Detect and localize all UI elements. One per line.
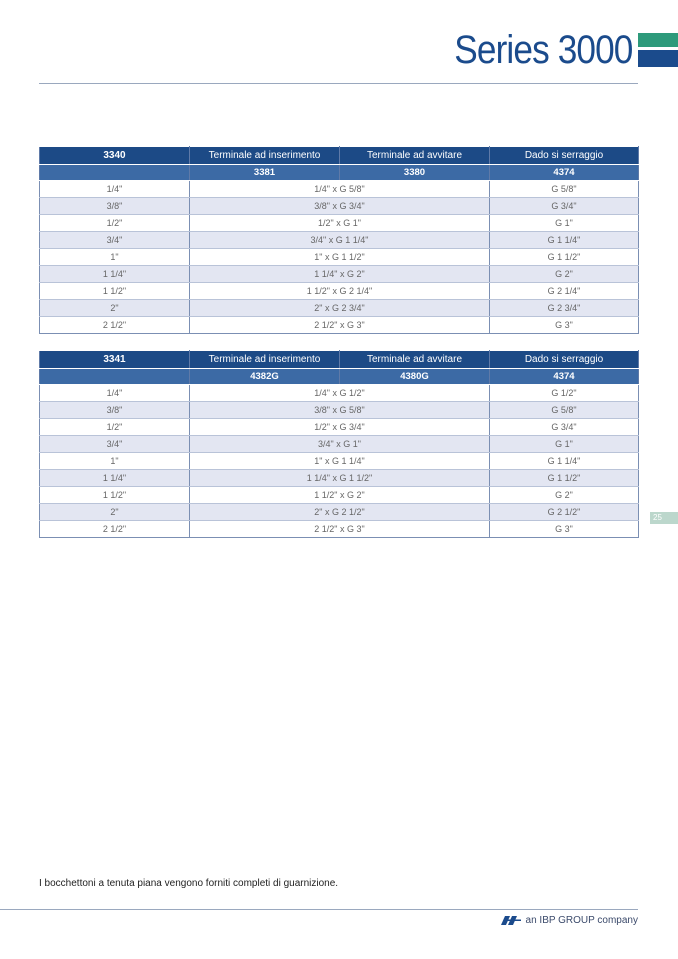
- table-row: [40, 436, 639, 453]
- connection-cell: 2" x G 2 1/2": [190, 504, 490, 521]
- nut-cell: G 5/8": [490, 181, 639, 198]
- footnote: I bocchettoni a tenuta piana vengono forniti completi di guarnizione.: [39, 878, 339, 889]
- code-blank: [40, 165, 190, 181]
- size-cell: 2 1/2": [40, 521, 190, 538]
- footer-brand: [501, 915, 638, 926]
- series-code: 3340: [40, 147, 190, 165]
- size-cell: 1": [40, 249, 190, 266]
- code-screw: 3380: [340, 165, 490, 181]
- ibp-logo-icon: [501, 916, 521, 925]
- size-cell: 3/4": [40, 436, 190, 453]
- connection-cell: 2 1/2" x G 3": [190, 317, 490, 334]
- table-row: [40, 181, 639, 198]
- connection-cell: 1 1/2" x G 2 1/4": [190, 283, 490, 300]
- nut-cell: G 5/8": [490, 402, 639, 419]
- header-rule: [39, 83, 638, 84]
- size-cell: 2": [40, 300, 190, 317]
- page-number-tab: 25: [650, 512, 678, 524]
- size-cell: 1/2": [40, 215, 190, 232]
- code-insert: 3381: [190, 165, 340, 181]
- table-row: [40, 385, 639, 402]
- col-header-insert: Terminale ad inserimento: [190, 147, 340, 165]
- connection-cell: 1 1/4" x G 2": [190, 266, 490, 283]
- connection-cell: 2 1/2" x G 3": [190, 521, 490, 538]
- nut-cell: G 3/4": [490, 419, 639, 436]
- connection-cell: 2" x G 2 3/4": [190, 300, 490, 317]
- code-blank: [40, 369, 190, 385]
- company-text: an IBP GROUP company: [525, 915, 638, 926]
- nut-cell: G 1/2": [490, 385, 639, 402]
- table-row: [40, 266, 639, 283]
- size-cell: 1/4": [40, 181, 190, 198]
- table-row: [40, 487, 639, 504]
- connection-cell: 1/2" x G 3/4": [190, 419, 490, 436]
- table-row: [40, 504, 639, 521]
- table-row: [40, 215, 639, 232]
- table-row: [40, 453, 639, 470]
- size-cell: 1": [40, 453, 190, 470]
- connection-cell: 1" x G 1 1/2": [190, 249, 490, 266]
- col-header-nut: Dado si serraggio: [490, 147, 639, 165]
- connection-cell: 3/4" x G 1": [190, 436, 490, 453]
- connection-cell: 3/8" x G 5/8": [190, 402, 490, 419]
- nut-cell: G 3/4": [490, 198, 639, 215]
- table-code-row: [40, 165, 639, 181]
- footer-rule: [0, 909, 638, 910]
- nut-cell: G 1": [490, 436, 639, 453]
- series-title: Series 3000: [453, 28, 632, 72]
- table-row: [40, 419, 639, 436]
- table-row: [40, 232, 639, 249]
- size-cell: 2 1/2": [40, 317, 190, 334]
- connection-cell: 1/4" x G 5/8": [190, 181, 490, 198]
- col-header-screw: Terminale ad avvitare: [340, 147, 490, 165]
- col-header-nut: Dado si serraggio: [490, 351, 639, 369]
- connection-cell: 1 1/2" x G 2": [190, 487, 490, 504]
- nut-cell: G 1 1/4": [490, 232, 639, 249]
- table-row: [40, 300, 639, 317]
- nut-cell: G 3": [490, 317, 639, 334]
- code-insert: 4382G: [190, 369, 340, 385]
- size-cell: 3/4": [40, 232, 190, 249]
- table-row: [40, 470, 639, 487]
- connection-cell: 1/4" x G 1/2": [190, 385, 490, 402]
- size-cell: 3/8": [40, 402, 190, 419]
- size-cell: 3/8": [40, 198, 190, 215]
- table-row: [40, 521, 639, 538]
- size-cell: 1 1/2": [40, 283, 190, 300]
- spec-table-3340: [39, 146, 639, 334]
- nut-cell: G 2": [490, 266, 639, 283]
- nut-cell: G 2": [490, 487, 639, 504]
- code-screw: 4380G: [340, 369, 490, 385]
- nut-cell: G 1": [490, 215, 639, 232]
- code-nut: 4374: [490, 165, 639, 181]
- connection-cell: 3/4" x G 1 1/4": [190, 232, 490, 249]
- col-header-screw: Terminale ad avvitare: [340, 351, 490, 369]
- table-row: [40, 283, 639, 300]
- table-row: [40, 198, 639, 215]
- nut-cell: G 2 1/2": [490, 504, 639, 521]
- size-cell: 1/4": [40, 385, 190, 402]
- table-row: [40, 249, 639, 266]
- connection-cell: 3/8" x G 3/4": [190, 198, 490, 215]
- brand-mark-icon: [638, 33, 678, 67]
- size-cell: 1 1/4": [40, 470, 190, 487]
- table-row: [40, 402, 639, 419]
- size-cell: 1 1/4": [40, 266, 190, 283]
- size-cell: 2": [40, 504, 190, 521]
- nut-cell: G 1 1/2": [490, 249, 639, 266]
- table-code-row: [40, 369, 639, 385]
- connection-cell: 1" x G 1 1/4": [190, 453, 490, 470]
- nut-cell: G 3": [490, 521, 639, 538]
- code-nut: 4374: [490, 369, 639, 385]
- table-header-row: [40, 147, 639, 165]
- nut-cell: G 1 1/4": [490, 453, 639, 470]
- connection-cell: 1/2" x G 1": [190, 215, 490, 232]
- connection-cell: 1 1/4" x G 1 1/2": [190, 470, 490, 487]
- nut-cell: G 2 1/4": [490, 283, 639, 300]
- table-row: [40, 317, 639, 334]
- nut-cell: G 2 3/4": [490, 300, 639, 317]
- col-header-insert: Terminale ad inserimento: [190, 351, 340, 369]
- size-cell: 1 1/2": [40, 487, 190, 504]
- spec-table-3341: [39, 350, 639, 538]
- series-code: 3341: [40, 351, 190, 369]
- size-cell: 1/2": [40, 419, 190, 436]
- nut-cell: G 1 1/2": [490, 470, 639, 487]
- table-header-row: [40, 351, 639, 369]
